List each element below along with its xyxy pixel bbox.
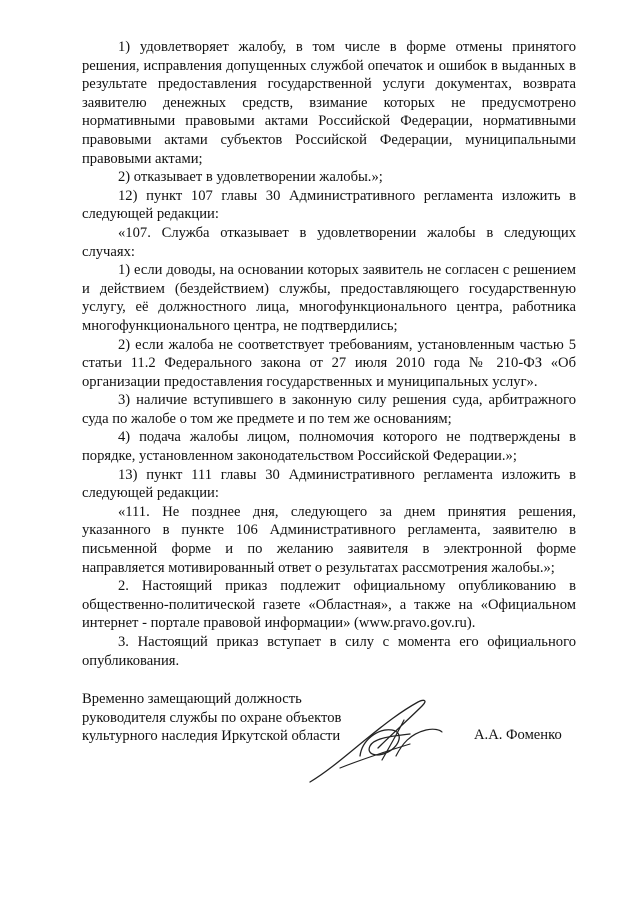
paragraph: 3. Настоящий приказ вступает в силу с момента его официального опубликования. [82,634,576,669]
paragraph: 1) удовлетворяет жалобу, в том числе в форме отмены принятого решения, исправления допущенных службой опечаток и ошибок в выданных в результате предоставления государственной услуги документах, возврата заявителю денежных средств, взимание которых не предусмотрено нормативными правовыми актами Российской Федерации, нормативными правовыми актами субъектов Российской Федерации, муниципальными правовыми актами; [82,39,576,167]
paragraph: 1) если доводы, на основании которых заявитель не согласен с решением и действием (бездействием) службы, предоставляющего государственную услугу, её должностного лица, многофункционального центра, работника многофункционального центра, не подтвердились; [82,262,576,334]
document-body [82,38,576,670]
paragraph: 2. Настоящий приказ подлежит официальному опубликованию в общественно-политической газете «Областная», а также на «Официальном интернет - портале правовой информации» (www.pravo.gov.ru). [82,578,576,632]
signer-position-line: культурного наследия Иркутской области [82,728,341,745]
paragraph: «107. Служба отказывает в удовлетворении жалобы в следующих случаях: [82,224,576,260]
paragraph: «111. Не позднее дня, следующего за днем принятия решения, указанного в пункте 106 Административного регламента, заявителю в письменной форме и по желанию заявителя в электронной форме направляется мотивированный ответ о результатах рассмотрения жалобы.»; [82,503,576,576]
handwritten-signature [300,690,450,790]
paragraph: 2) отказывает в удовлетворении жалобы.»; [118,169,383,186]
paragraph: 2) если жалоба не соответствует требованиям, установленным частью 5 статьи 11.2 Федерального закона от 27 июля 2010 года № 210-ФЗ «Об организации предоставления государственных и муниципальных услуг». [82,336,576,390]
signer-position-line: руководителя службы по охране объектов [82,709,342,726]
paragraph: 13) пункт 111 главы 30 Административного регламента изложить в следующей редакции: [82,466,576,502]
signer-name: А.А. Фоменко [474,727,562,743]
paragraph: 12) пункт 107 главы 30 Административного регламента изложить в следующей редакции: [82,187,576,223]
paragraph: 3) наличие вступившего в законную силу решения суда, арбитражного суда по жалобе о том же предмете и по тем же основаниям; [82,392,576,427]
signer-position-line: Временно замещающий должность [82,691,302,707]
paragraph: 4) подача жалобы лицом, полномочия которого не подтверждены в порядке, установленном законодательством Российской Федерации.»; [82,429,576,465]
